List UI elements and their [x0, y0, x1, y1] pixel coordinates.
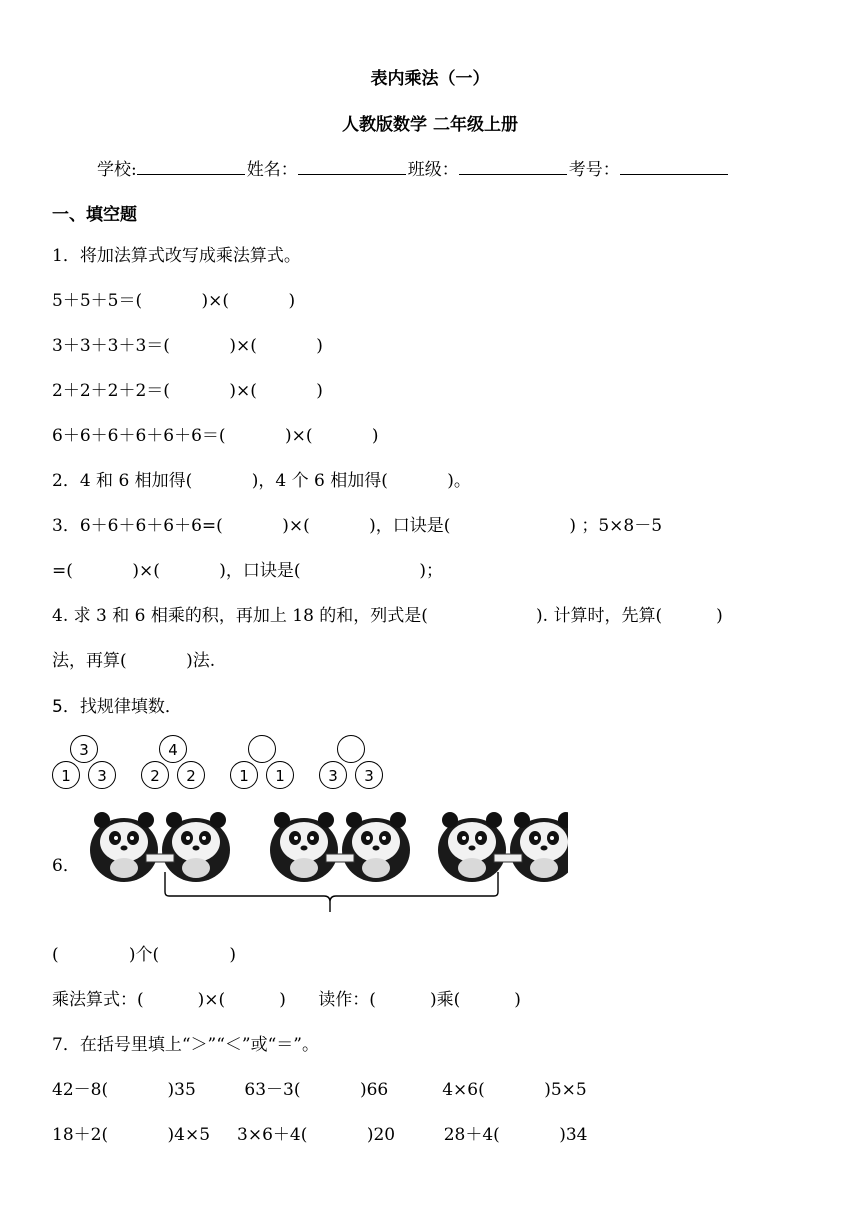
q5-top-circle: 4 [159, 735, 187, 763]
q5-right-circle: 3 [88, 761, 116, 789]
student-info-row [97, 155, 730, 180]
class-blank[interactable] [459, 157, 567, 175]
q5-prompt: 5．找规律填数． [52, 697, 182, 717]
panda-illustration [88, 810, 568, 920]
panda-pair-3 [438, 812, 568, 882]
q3-line-2: =( )×( )，口诀是( )； [52, 561, 444, 581]
school-label: 学校: [97, 160, 137, 180]
q5-top-circle-empty[interactable] [337, 735, 365, 763]
q5-right-circle: 2 [177, 761, 205, 789]
section-heading: 一、填空题 [52, 205, 137, 225]
q3-line-1: 3．6＋6＋6＋6＋6=( )×( )，口诀是( ) ；5×8－5 [52, 516, 663, 536]
panda-pair-1 [90, 812, 230, 882]
q1-line-1: 5＋5＋5＝( )×( ) [52, 291, 296, 311]
q4-line-1: 4. 求 3 和 6 相乘的积，再加上 18 的和，列式是( ). 计算时，先算( ) [52, 606, 723, 626]
exam-number-blank[interactable] [620, 157, 728, 175]
q5-right-circle: 1 [266, 761, 294, 789]
worksheet-title: 表内乘法（一） [370, 69, 490, 89]
q7-prompt: 7．在括号里填上“＞”“＜”或“＝”。 [52, 1035, 319, 1055]
q1-line-2: 3＋3＋3＋3＝( )×( ) [52, 336, 323, 356]
curly-brace [165, 872, 498, 912]
q6-line-2: 乘法算式：( )×( ) 读作：( )乘( ) [52, 990, 521, 1010]
q5-top-circle: 3 [70, 735, 98, 763]
q1-prompt: 1．将加法算式改写成乘法算式。 [52, 246, 301, 266]
q5-left-circle: 1 [230, 761, 258, 789]
q6-line-1: ( )个( ) [52, 945, 237, 965]
exam-number-label: 考号： [568, 160, 620, 180]
q1-line-3: 2＋2＋2＋2＝( )×( ) [52, 381, 323, 401]
q4-line-2: 法，再算( )法. [52, 651, 216, 671]
q1-line-4: 6＋6＋6＋6＋6＋6＝( )×( ) [52, 426, 379, 446]
q5-right-circle: 3 [355, 761, 383, 789]
q7-row-2: 18＋2( )4×5 3×6＋4( )20 28＋4( )34 [52, 1125, 588, 1145]
q5-left-circle: 3 [319, 761, 347, 789]
q2-text: 2．4 和 6 相加得( )，4 个 6 相加得( )。 [52, 471, 471, 491]
q6-label: 6． [52, 856, 80, 876]
name-blank[interactable] [298, 157, 406, 175]
q5-left-circle: 1 [52, 761, 80, 789]
q5-top-circle-empty[interactable] [248, 735, 276, 763]
name-label: 姓名： [246, 160, 298, 180]
panda-pair-2 [270, 812, 410, 882]
q5-left-circle: 2 [141, 761, 169, 789]
q7-row-1: 42－8( )35 63－3( )66 4×6( )5×5 [52, 1080, 587, 1100]
school-blank[interactable] [137, 157, 245, 175]
class-label: 班级： [407, 160, 459, 180]
worksheet-subtitle: 人教版数学 二年级上册 [342, 115, 518, 135]
